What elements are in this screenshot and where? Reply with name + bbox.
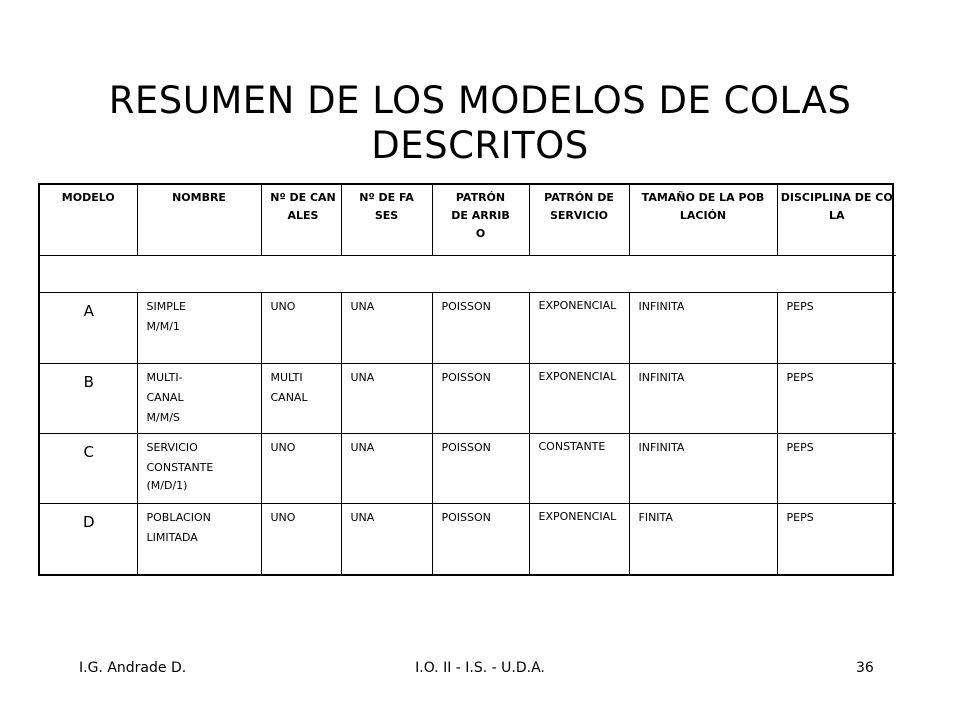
cell-arribo: POISSON (432, 292, 529, 363)
cell-line: UNO (270, 511, 296, 525)
col-header-modelo: MODELO (40, 185, 137, 255)
cell-poblacion: INFINITA (629, 363, 777, 433)
cell-poblacion: INFINITA (629, 434, 777, 504)
cell-fases: UNA (341, 504, 432, 574)
cell-line: MULTI- (146, 370, 183, 384)
table-body (40, 292, 896, 574)
cell-line: M/M/1 (146, 319, 180, 333)
col-header-disciplina: DISCIPLINA DE COLA (777, 185, 896, 255)
col-header-nombre: NOMBRE (137, 185, 261, 255)
table-row (40, 292, 896, 363)
cell-line: M/M/S (146, 410, 180, 424)
col-header-canales: Nº DE CANALES (261, 185, 341, 255)
cell-line: MULTI (270, 370, 303, 384)
col-header-arribo: PATRÓN DE ARRIBO (432, 185, 529, 255)
col-header-servicio: PATRÓN DE SERVICIO (529, 185, 629, 255)
header-row (40, 185, 896, 255)
cell-servicio: EXPONENCIAL (529, 292, 629, 363)
slide-title: RESUMEN DE LOS MODELOS DE COLAS DESCRITOS (108, 79, 852, 167)
cell-disciplina: PEPS (777, 292, 896, 363)
col-header-fases: Nº DE FASES (341, 185, 432, 255)
cell-nombre (137, 504, 261, 574)
cell-fases: UNA (341, 434, 432, 504)
cell-canales (261, 434, 341, 504)
cell-nombre (137, 363, 261, 433)
cell-modelo: C (40, 434, 137, 504)
cell-canales (261, 292, 341, 363)
cell-disciplina: PEPS (777, 504, 896, 574)
cell-arribo: POISSON (432, 504, 529, 574)
cell-servicio: CONSTANTE (529, 434, 629, 504)
cell-canales (261, 504, 341, 574)
cell-line: LIMITADA (146, 531, 198, 545)
col-header-poblacion: TAMAÑO DE LA POBLACIÓN (629, 185, 777, 255)
footer-course: I.O. II - I.S. - U.D.A. (415, 660, 545, 676)
cell-servicio: EXPONENCIAL (529, 363, 629, 433)
footer-page-number: 36 (856, 660, 874, 676)
cell-poblacion: INFINITA (629, 292, 777, 363)
cell-nombre (137, 434, 261, 504)
spacer-row (40, 255, 896, 292)
cell-modelo: B (40, 363, 137, 433)
cell-servicio: EXPONENCIAL (529, 504, 629, 574)
cell-canales (261, 363, 341, 433)
models-table (40, 185, 896, 574)
cell-line: POBLACION (146, 511, 211, 525)
cell-fases: UNA (341, 292, 432, 363)
cell-disciplina: PEPS (777, 434, 896, 504)
cell-poblacion: FINITA (629, 504, 777, 574)
cell-disciplina: PEPS (777, 363, 896, 433)
cell-nombre (137, 292, 261, 363)
cell-line: UNO (270, 441, 296, 455)
cell-line: (M/D/1) (146, 479, 188, 493)
cell-line: SERVICIO (146, 441, 198, 455)
cell-arribo: POISSON (432, 434, 529, 504)
cell-line: SIMPLE (146, 299, 186, 313)
models-table-container (38, 183, 894, 576)
table-row (40, 504, 896, 574)
cell-modelo: D (40, 504, 137, 574)
spacer-cell (40, 255, 896, 292)
cell-modelo: A (40, 292, 137, 363)
table-row (40, 434, 896, 504)
cell-line: CANAL (146, 390, 184, 404)
cell-fases: UNA (341, 363, 432, 433)
footer-author: I.G. Andrade D. (79, 660, 187, 676)
table-row (40, 363, 896, 433)
cell-line: CANAL (270, 390, 308, 404)
cell-line: CONSTANTE (146, 461, 214, 475)
cell-arribo: POISSON (432, 363, 529, 433)
cell-line: UNO (270, 299, 296, 313)
